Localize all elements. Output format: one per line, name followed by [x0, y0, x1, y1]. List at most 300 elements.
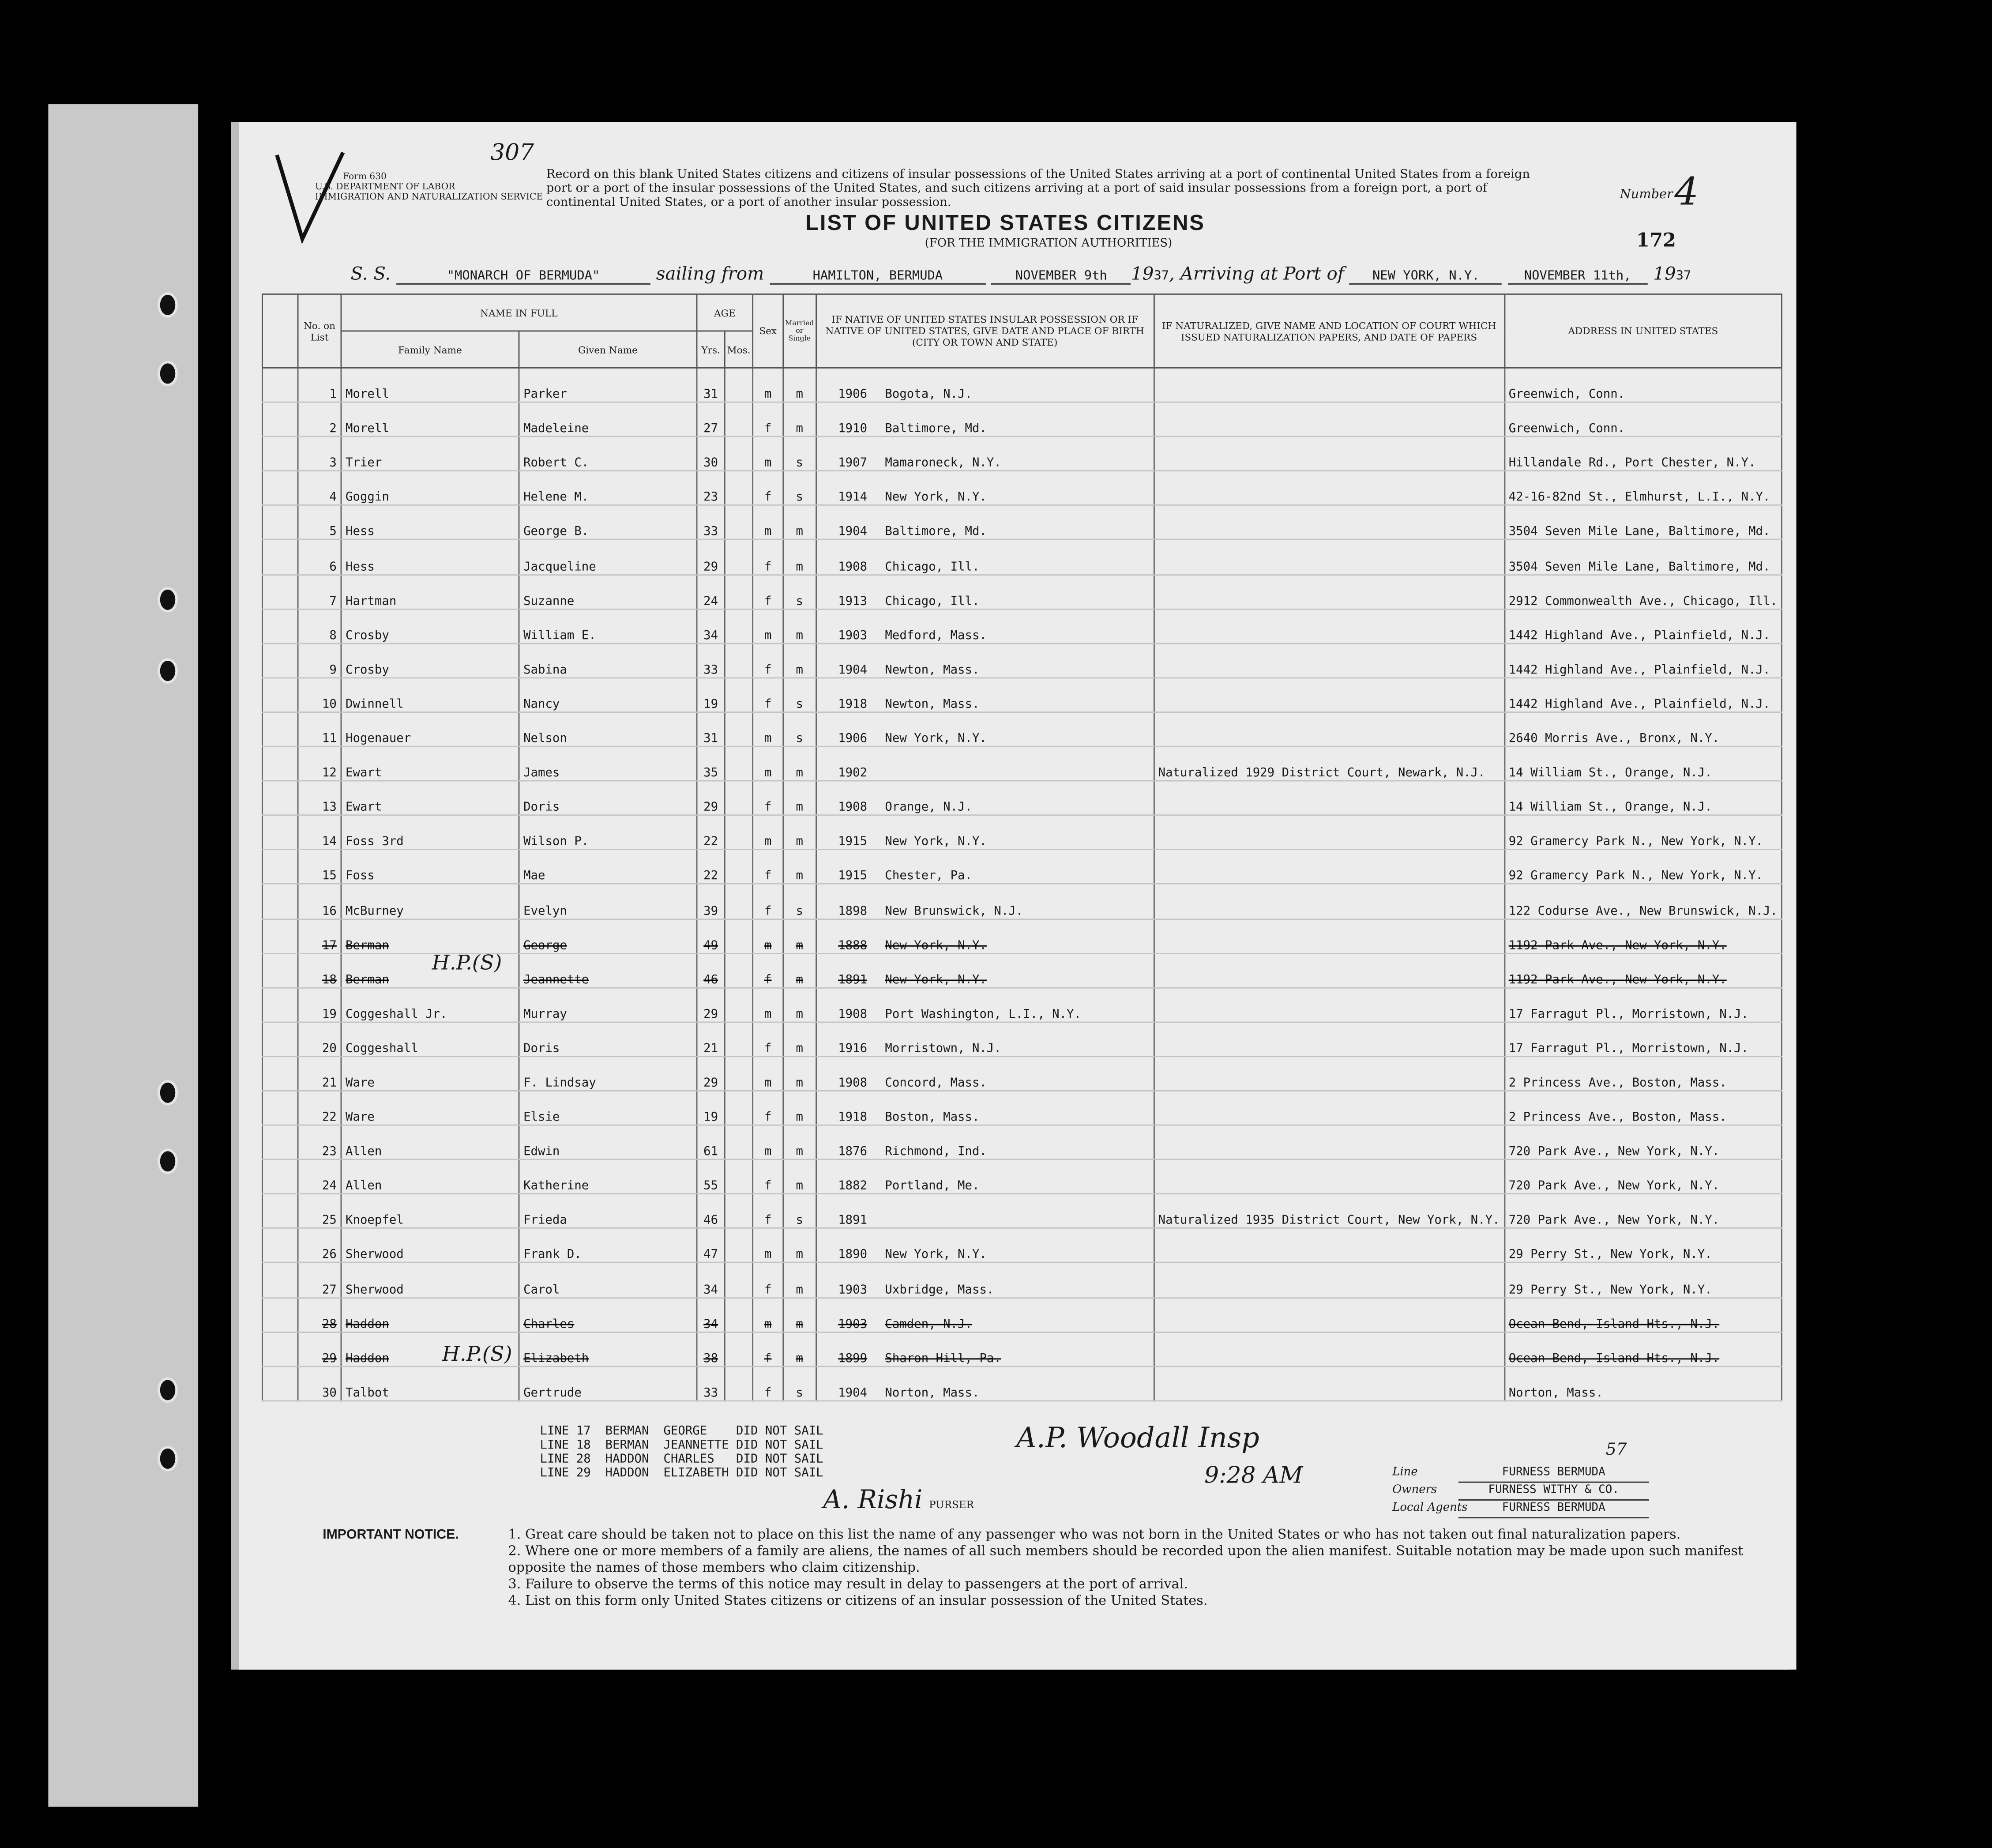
naturalization: [1154, 850, 1504, 884]
family-name: Hess: [341, 540, 519, 574]
birth-date-place: [816, 643, 1154, 677]
us-address: 1192 Park Ave., New York, N.Y.: [1504, 918, 1782, 953]
age-years: 34: [697, 1263, 725, 1297]
sex: f: [753, 884, 783, 918]
given-name: Mae: [519, 850, 697, 884]
arrival-time: 9:28 AM: [1204, 1462, 1303, 1489]
passenger-table: [262, 294, 1782, 1401]
col-mos: Mos.: [725, 331, 752, 368]
sex: m: [753, 368, 783, 402]
age-months: [725, 437, 752, 471]
family-name: Hogenauer: [341, 712, 519, 746]
birth-place: Boston, Mass.: [885, 1110, 980, 1125]
us-address: Greenwich, Conn.: [1504, 402, 1782, 437]
birth-place: New Brunswick, N.J.: [885, 904, 1023, 918]
birth-date-place: [816, 437, 1154, 471]
family-name: Crosby: [341, 609, 519, 643]
age-months: [725, 368, 752, 402]
punch-hole: [158, 1148, 178, 1174]
line-number: 12: [298, 746, 341, 781]
age-months: [725, 1366, 752, 1400]
naturalization: [1154, 1159, 1504, 1194]
department-name: U.S. DEPARTMENT OF LABOR: [315, 181, 455, 192]
birth-place: New York, N.Y.: [885, 973, 987, 987]
sex: m: [753, 918, 783, 953]
birth-year: 1913: [838, 594, 868, 608]
family-name: Foss 3rd: [341, 815, 519, 850]
us-address: 29 Perry St., New York, N.Y.: [1504, 1228, 1782, 1263]
birth-place: Newton, Mass.: [885, 697, 980, 711]
family-name: Coggeshall Jr.: [341, 987, 519, 1022]
sex: f: [753, 1022, 783, 1056]
birth-date-place: [816, 402, 1154, 437]
age-months: [725, 609, 752, 643]
given-name: Doris: [519, 1022, 697, 1056]
strike-initials-28-29: H.P.(S): [442, 1342, 512, 1366]
age-years: 61: [697, 1125, 725, 1159]
important-notice: [323, 1527, 1758, 1609]
line-number: 11: [298, 712, 341, 746]
margin-cell: [262, 402, 298, 437]
manifest-page: [239, 122, 1796, 1669]
birth-date-place: [816, 884, 1154, 918]
marital-status: s: [783, 677, 816, 712]
margin-cell: [262, 437, 298, 471]
notice-item: 1. Great care should be taken not to place on this list the name of any passenger who was not born in the United States or who has not taken out final naturalization papers.: [508, 1527, 1681, 1543]
birth-date-place: [816, 850, 1154, 884]
birth-year: 1910: [838, 422, 868, 436]
given-name: Murray: [519, 987, 697, 1022]
naturalization: [1154, 1125, 1504, 1159]
sex: m: [753, 815, 783, 850]
naturalization: [1154, 437, 1504, 471]
line-number: 1: [298, 368, 341, 402]
margin-cell: [262, 677, 298, 712]
margin-cell: [262, 540, 298, 574]
family-name: Hess: [341, 505, 519, 540]
birth-year: 1904: [838, 525, 868, 539]
age-months: [725, 1332, 752, 1366]
age-years: 31: [697, 712, 725, 746]
form-number: Form 630: [343, 171, 387, 182]
sex: m: [753, 746, 783, 781]
naturalization: [1154, 1228, 1504, 1263]
us-address: 1442 Highland Ave., Plainfield, N.J.: [1504, 609, 1782, 643]
age-years: 34: [697, 1297, 725, 1332]
age-months: [725, 953, 752, 987]
table-row: [262, 1228, 1782, 1263]
age-years: 34: [697, 609, 725, 643]
line-number: 20: [298, 1022, 341, 1056]
birth-date-place: [816, 677, 1154, 712]
marital-status: m: [783, 850, 816, 884]
sex: m: [753, 1297, 783, 1332]
strike-initials-17-18: H.P.(S): [432, 950, 502, 975]
birth-date-place: [816, 1091, 1154, 1125]
ss-label: S. S.: [350, 264, 391, 285]
us-address: 1442 Highland Ave., Plainfield, N.J.: [1504, 677, 1782, 712]
given-name: William E.: [519, 609, 697, 643]
margin-cell: [262, 1297, 298, 1332]
punch-hole: [158, 361, 178, 387]
page-number: 172: [1636, 229, 1676, 252]
margin-cell: [262, 953, 298, 987]
marital-status: m: [783, 643, 816, 677]
birth-place: Portland, Me.: [885, 1179, 980, 1193]
table-row: [262, 712, 1782, 746]
birth-place: New York, N.Y.: [885, 1248, 987, 1262]
sex: f: [753, 1332, 783, 1366]
binding-strip: [48, 104, 198, 1807]
table-row: [262, 574, 1782, 609]
marital-status: m: [783, 1228, 816, 1263]
line-number: 10: [298, 677, 341, 712]
arriving-label: , Arriving at Port of: [1169, 264, 1344, 285]
birth-year: 1899: [838, 1351, 868, 1366]
marital-status: m: [783, 402, 816, 437]
birth-year: 1918: [838, 697, 868, 711]
margin-cell: [262, 781, 298, 815]
age-months: [725, 1194, 752, 1228]
sex: m: [753, 1056, 783, 1091]
birth-year: 1888: [838, 938, 868, 952]
age-years: 30: [697, 437, 725, 471]
naturalization: [1154, 402, 1504, 437]
line-number: 15: [298, 850, 341, 884]
age-months: [725, 781, 752, 815]
age-years: 24: [697, 574, 725, 609]
line-number: 21: [298, 1056, 341, 1091]
line-number: 27: [298, 1263, 341, 1297]
departure-date: NOVEMBER 9th: [991, 269, 1131, 285]
sex: f: [753, 953, 783, 987]
punch-hole: [158, 658, 178, 684]
arrival-date: NOVEMBER 11th,: [1508, 269, 1648, 285]
naturalization: [1154, 918, 1504, 953]
passenger-total: 57: [1605, 1441, 1627, 1460]
birth-date-place: [816, 1125, 1154, 1159]
departure-port: HAMILTON, BERMUDA: [770, 269, 985, 285]
col-age: AGE: [697, 294, 753, 331]
us-address: 720 Park Ave., New York, N.Y.: [1504, 1194, 1782, 1228]
given-name: Helene M.: [519, 471, 697, 505]
sex: f: [753, 643, 783, 677]
age-years: 22: [697, 850, 725, 884]
table-row: [262, 609, 1782, 643]
birth-year: 1906: [838, 732, 868, 746]
naturalization: Naturalized 1935 District Court, New York, N.Y.: [1154, 1194, 1504, 1228]
us-address: 1192 Park Ave., New York, N.Y.: [1504, 953, 1782, 987]
family-name: Dwinnell: [341, 677, 519, 712]
us-address: Greenwich, Conn.: [1504, 368, 1782, 402]
marital-status: s: [783, 437, 816, 471]
birth-year: 1915: [838, 835, 868, 849]
family-name: Ewart: [341, 746, 519, 781]
age-years: 47: [697, 1228, 725, 1263]
given-name: Nelson: [519, 712, 697, 746]
age-years: 21: [697, 1022, 725, 1056]
line-number: 30: [298, 1366, 341, 1400]
naturalization: [1154, 540, 1504, 574]
birth-year: 1898: [838, 904, 868, 918]
margin-cell: [262, 1366, 298, 1400]
given-name: Charles: [519, 1297, 697, 1332]
marital-status: m: [783, 781, 816, 815]
birth-date-place: [816, 746, 1154, 781]
birth-date-place: [816, 1263, 1154, 1297]
birth-place: Richmond, Ind.: [885, 1145, 987, 1159]
birth-year: 1891: [838, 973, 868, 987]
birth-place: Uxbridge, Mass.: [885, 1283, 994, 1297]
given-name: Wilson P.: [519, 815, 697, 850]
given-name: Jeannette: [519, 953, 697, 987]
given-name: Robert C.: [519, 437, 697, 471]
birth-date-place: [816, 540, 1154, 574]
punch-hole: [158, 1080, 178, 1106]
table-row: [262, 987, 1782, 1022]
age-years: 33: [697, 1366, 725, 1400]
us-address: Ocean Bend, Island Hts., N.J.: [1504, 1332, 1782, 1366]
margin-cell: [262, 987, 298, 1022]
agents-label: Local Agents: [1392, 1502, 1468, 1515]
age-years: 29: [697, 987, 725, 1022]
table-row: [262, 643, 1782, 677]
us-address: 17 Farragut Pl., Morristown, N.J.: [1504, 987, 1782, 1022]
naturalization: [1154, 781, 1504, 815]
naturalization: [1154, 1091, 1504, 1125]
birth-place: New York, N.Y.: [885, 491, 987, 505]
table-row: [262, 1194, 1782, 1228]
birth-date-place: [816, 609, 1154, 643]
birth-place: New York, N.Y.: [885, 938, 987, 952]
margin-cell: [262, 609, 298, 643]
table-row: [262, 1297, 1782, 1332]
birth-date-place: [816, 471, 1154, 505]
line-number: 25: [298, 1194, 341, 1228]
sex: f: [753, 677, 783, 712]
birth-year: 1908: [838, 1076, 868, 1090]
given-name: Frieda: [519, 1194, 697, 1228]
birth-date-place: [816, 1228, 1154, 1263]
margin-cell: [262, 1091, 298, 1125]
table-row: [262, 1125, 1782, 1159]
table-row: [262, 1159, 1782, 1194]
us-address: 14 William St., Orange, N.J.: [1504, 781, 1782, 815]
birth-date-place: [816, 712, 1154, 746]
age-months: [725, 505, 752, 540]
line-value: FURNESS BERMUDA: [1458, 1465, 1649, 1483]
did-not-sail-line: LINE 28 HADDON CHARLES DID NOT SAIL: [540, 1452, 823, 1467]
notice-item: 2. Where one or more members of a family are aliens, the names of all such members should be recorded upon the alien manifest. Suitable notation may be made upon such manifest opposite the names of those members who claim citizenship.: [508, 1543, 1744, 1576]
birth-place: Baltimore, Md.: [885, 422, 987, 436]
family-name: Berman: [341, 953, 519, 987]
naturalization: [1154, 712, 1504, 746]
sex: f: [753, 781, 783, 815]
marital-status: m: [783, 540, 816, 574]
birth-year: 1902: [838, 766, 868, 780]
sex: f: [753, 471, 783, 505]
birth-date-place: [816, 368, 1154, 402]
line-number: 18: [298, 953, 341, 987]
sex: f: [753, 850, 783, 884]
family-name: Coggeshall: [341, 1022, 519, 1056]
marital-status: m: [783, 746, 816, 781]
marital-status: m: [783, 505, 816, 540]
us-address: Norton, Mass.: [1504, 1366, 1782, 1400]
sex: f: [753, 1263, 783, 1297]
sex: m: [753, 1228, 783, 1263]
us-address: 122 Codurse Ave., New Brunswick, N.J.: [1504, 884, 1782, 918]
birth-place: Chicago, Ill.: [885, 594, 980, 608]
family-name: Morell: [341, 402, 519, 437]
given-name: Doris: [519, 781, 697, 815]
line-number: 8: [298, 609, 341, 643]
birth-place: Sharon Hill, Pa.: [885, 1351, 1001, 1366]
birth-place: Bogota, N.J.: [885, 388, 973, 402]
number-label: Number: [1620, 188, 1673, 202]
birth-year: 1891: [838, 1214, 868, 1228]
us-address: 720 Park Ave., New York, N.Y.: [1504, 1125, 1782, 1159]
family-name: Berman: [341, 918, 519, 953]
naturalization: [1154, 643, 1504, 677]
us-address: 42-16-82nd St., Elmhurst, L.I., N.Y.: [1504, 471, 1782, 505]
birth-year: 1906: [838, 388, 868, 402]
us-address: 3504 Seven Mile Lane, Baltimore, Md.: [1504, 505, 1782, 540]
family-name: Ware: [341, 1056, 519, 1091]
line-number: 13: [298, 781, 341, 815]
arrival-port: NEW YORK, N.Y.: [1350, 269, 1502, 285]
age-months: [725, 1228, 752, 1263]
table-row: [262, 1056, 1782, 1091]
birth-date-place: [816, 1194, 1154, 1228]
naturalization: [1154, 574, 1504, 609]
did-not-sail-line: LINE 17 BERMAN GEORGE DID NOT SAIL: [540, 1424, 823, 1438]
ship-name: "MONARCH OF BERMUDA": [396, 269, 650, 285]
sailing-label: sailing from: [656, 264, 764, 285]
age-years: 38: [697, 1332, 725, 1366]
birth-place: Chicago, Ill.: [885, 560, 980, 574]
marital-status: s: [783, 471, 816, 505]
sex: m: [753, 712, 783, 746]
age-months: [725, 1091, 752, 1125]
marital-status: m: [783, 1263, 816, 1297]
age-years: 19: [697, 677, 725, 712]
line-number: 26: [298, 1228, 341, 1263]
col-yrs: Yrs.: [697, 331, 725, 368]
age-months: [725, 815, 752, 850]
marital-status: m: [783, 918, 816, 953]
agents-value: FURNESS BERMUDA: [1458, 1501, 1649, 1518]
us-address: Ocean Bend, Island Hts., N.J.: [1504, 1297, 1782, 1332]
given-name: George B.: [519, 505, 697, 540]
page-subtitle: (FOR THE IMMIGRATION AUTHORITIES): [925, 237, 1173, 251]
us-address: 14 William St., Orange, N.J.: [1504, 746, 1782, 781]
us-address: 2 Princess Ave., Boston, Mass.: [1504, 1056, 1782, 1091]
inspector-signature: A.P. Woodall Insp: [1016, 1423, 1259, 1455]
marital-status: s: [783, 884, 816, 918]
birth-date-place: [816, 815, 1154, 850]
birth-place: Concord, Mass.: [885, 1076, 987, 1090]
birth-place: Morristown, N.J.: [885, 1042, 1001, 1056]
table-row: [262, 1366, 1782, 1400]
given-name: Jacqueline: [519, 540, 697, 574]
birth-date-place: [816, 781, 1154, 815]
line-number: 28: [298, 1297, 341, 1332]
us-address: Hillandale Rd., Port Chester, N.Y.: [1504, 437, 1782, 471]
purser-label: PURSER: [929, 1499, 974, 1511]
family-name: Foss: [341, 850, 519, 884]
given-name: Suzanne: [519, 574, 697, 609]
marital-status: s: [783, 574, 816, 609]
naturalization: [1154, 609, 1504, 643]
marital-status: m: [783, 1056, 816, 1091]
naturalization: [1154, 368, 1504, 402]
family-name: Goggin: [341, 471, 519, 505]
col-birth: IF NATIVE OF UNITED STATES INSULAR POSSESSION OR IF NATIVE OF UNITED STATES, GIVE DATE AND PLACE OF BIRTH (CITY OR TOWN AND STATE): [816, 294, 1154, 368]
sex: m: [753, 609, 783, 643]
margin-cell: [262, 1056, 298, 1091]
did-not-sail-notes: [540, 1424, 823, 1480]
age-years: 33: [697, 505, 725, 540]
naturalization: [1154, 1056, 1504, 1091]
us-address: 92 Gramercy Park N., New York, N.Y.: [1504, 815, 1782, 850]
birth-date-place: [816, 1366, 1154, 1400]
us-address: 2 Princess Ave., Boston, Mass.: [1504, 1091, 1782, 1125]
line-number: 2: [298, 402, 341, 437]
age-months: [725, 471, 752, 505]
line-number: 19: [298, 987, 341, 1022]
age-months: [725, 1022, 752, 1056]
table-row: [262, 1263, 1782, 1297]
marital-status: m: [783, 1297, 816, 1332]
sex: f: [753, 402, 783, 437]
marital-status: m: [783, 1159, 816, 1194]
margin-cell: [262, 746, 298, 781]
birth-year: 1908: [838, 560, 868, 574]
departure-year: 37: [1154, 269, 1169, 283]
table-row: [262, 505, 1782, 540]
sex: m: [753, 505, 783, 540]
table-row: [262, 746, 1782, 781]
given-name: James: [519, 746, 697, 781]
birth-place: New York, N.Y.: [885, 732, 987, 746]
birth-place: Chester, Pa.: [885, 869, 973, 884]
age-years: 49: [697, 918, 725, 953]
line-number: 3: [298, 437, 341, 471]
table-row: [262, 815, 1782, 850]
naturalization: [1154, 987, 1504, 1022]
margin-cell: [262, 368, 298, 402]
marital-status: m: [783, 609, 816, 643]
given-name: Elsie: [519, 1091, 697, 1125]
marital-status: m: [783, 1091, 816, 1125]
margin-cell: [262, 505, 298, 540]
given-name: Nancy: [519, 677, 697, 712]
birth-place: Norton, Mass.: [885, 1386, 980, 1400]
us-address: 29 Perry St., New York, N.Y.: [1504, 1263, 1782, 1297]
birth-place: New York, N.Y.: [885, 835, 987, 849]
family-name: Sherwood: [341, 1228, 519, 1263]
naturalization: [1154, 1366, 1504, 1400]
given-name: Katherine: [519, 1159, 697, 1194]
table-row: [262, 368, 1782, 402]
age-years: 46: [697, 1194, 725, 1228]
age-years: 29: [697, 540, 725, 574]
naturalization: [1154, 677, 1504, 712]
birth-date-place: [816, 1159, 1154, 1194]
marital-status: m: [783, 368, 816, 402]
departure-year-prefix: 19: [1131, 264, 1154, 285]
